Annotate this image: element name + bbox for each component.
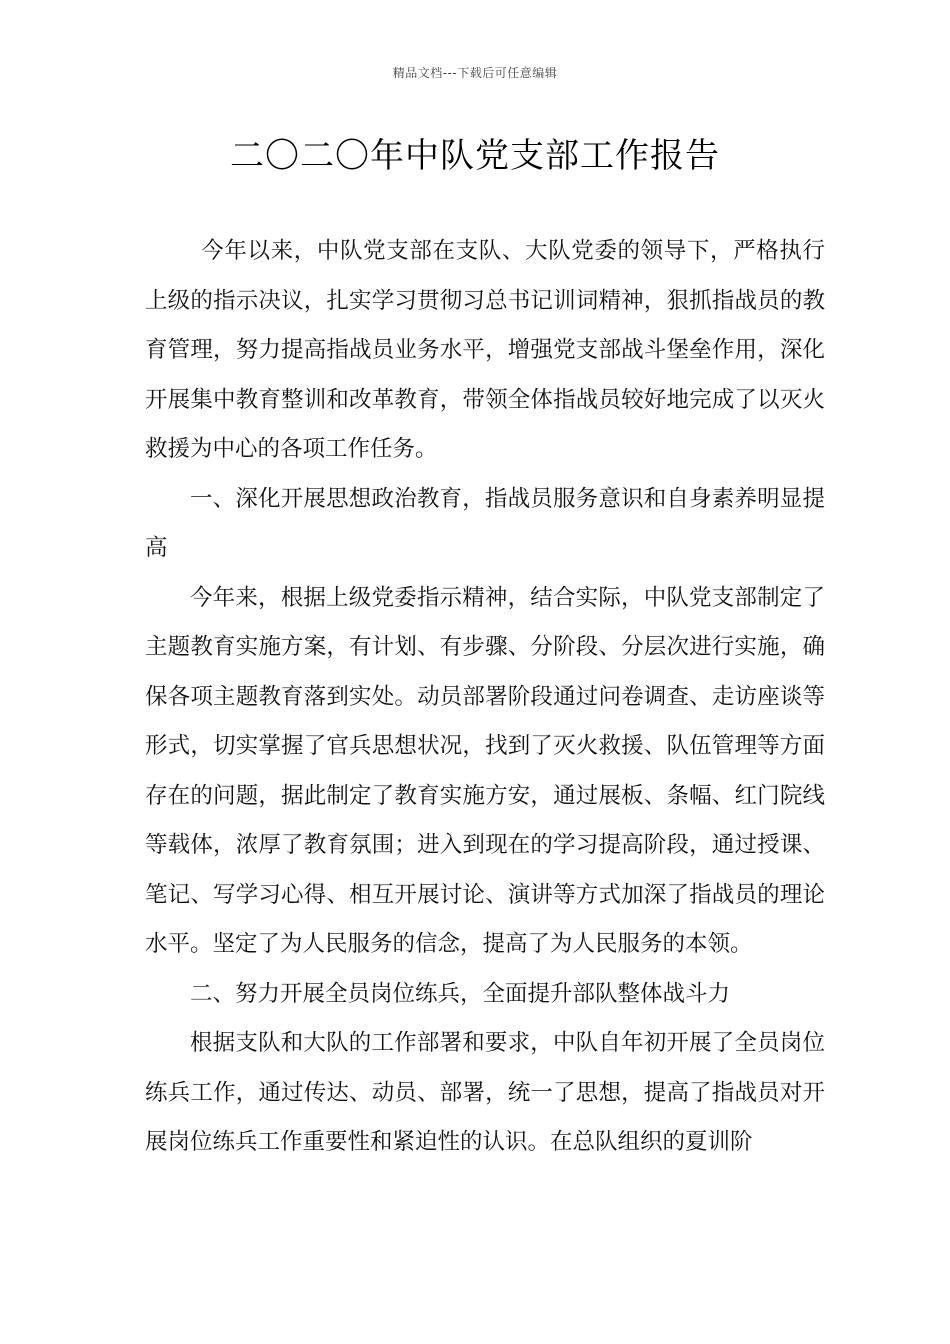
section-heading-2: 二、努力开展全员岗位练兵，全面提升部队整体战斗力 xyxy=(190,980,731,1007)
paragraph-section-2: 根据支队和大队的工作部署和要求，中队自年初开展了全员岗位练兵工作，通过传达、动员、部署，统一了思想，提高了指战员对开展岗位练兵工作重要性和紧迫性的认识。在总队组织的夏训阶 xyxy=(145,1030,825,1155)
paragraph-intro: 今年以来，中队党支部在支队、大队党委的领导下，严格执行上级的指示决议，扎实学习贯彻习总书记训词精神，狠抓指战员的教育管理，努力提高指战员业务水平，增强党支部战斗堡垒作用，深化开展集中教育整训和改革教育，带领全体指战员较好地完成了以灭火救援为中心的各项工作任务。 xyxy=(145,238,825,462)
section-heading-1: 一、深化开展思想政治教育，指战员服务意识和自身素养明显提高 xyxy=(145,485,825,561)
document-body xyxy=(145,227,825,1168)
document-title: 二〇二〇年中队党支部工作报告 xyxy=(230,136,720,176)
header-note: 精品文档---下载后可任意编辑 xyxy=(392,66,558,80)
paragraph-section-1: 今年来，根据上级党委指示精神，结合实际，中队党支部制定了主题教育实施方案，有计划、有步骤、分阶段、分层次进行实施，确保各项主题教育落到实处。动员部署阶段通过问卷调查、走访座谈等形式，切实掌握了官兵思想状况，找到了灭火救援、队伍管理等方面存在的问题，据此制定了教育实施方安，通过展板、条幅、红门院线等载体，浓厚了教育氛围；进入到现在的学习提高阶段，通过授课、笔记、写学习心得、相互开展讨论、演讲等方式加深了指战员的理论水平。坚定了为人民服务的信念，提高了为人民服务的本领。 xyxy=(145,584,825,957)
